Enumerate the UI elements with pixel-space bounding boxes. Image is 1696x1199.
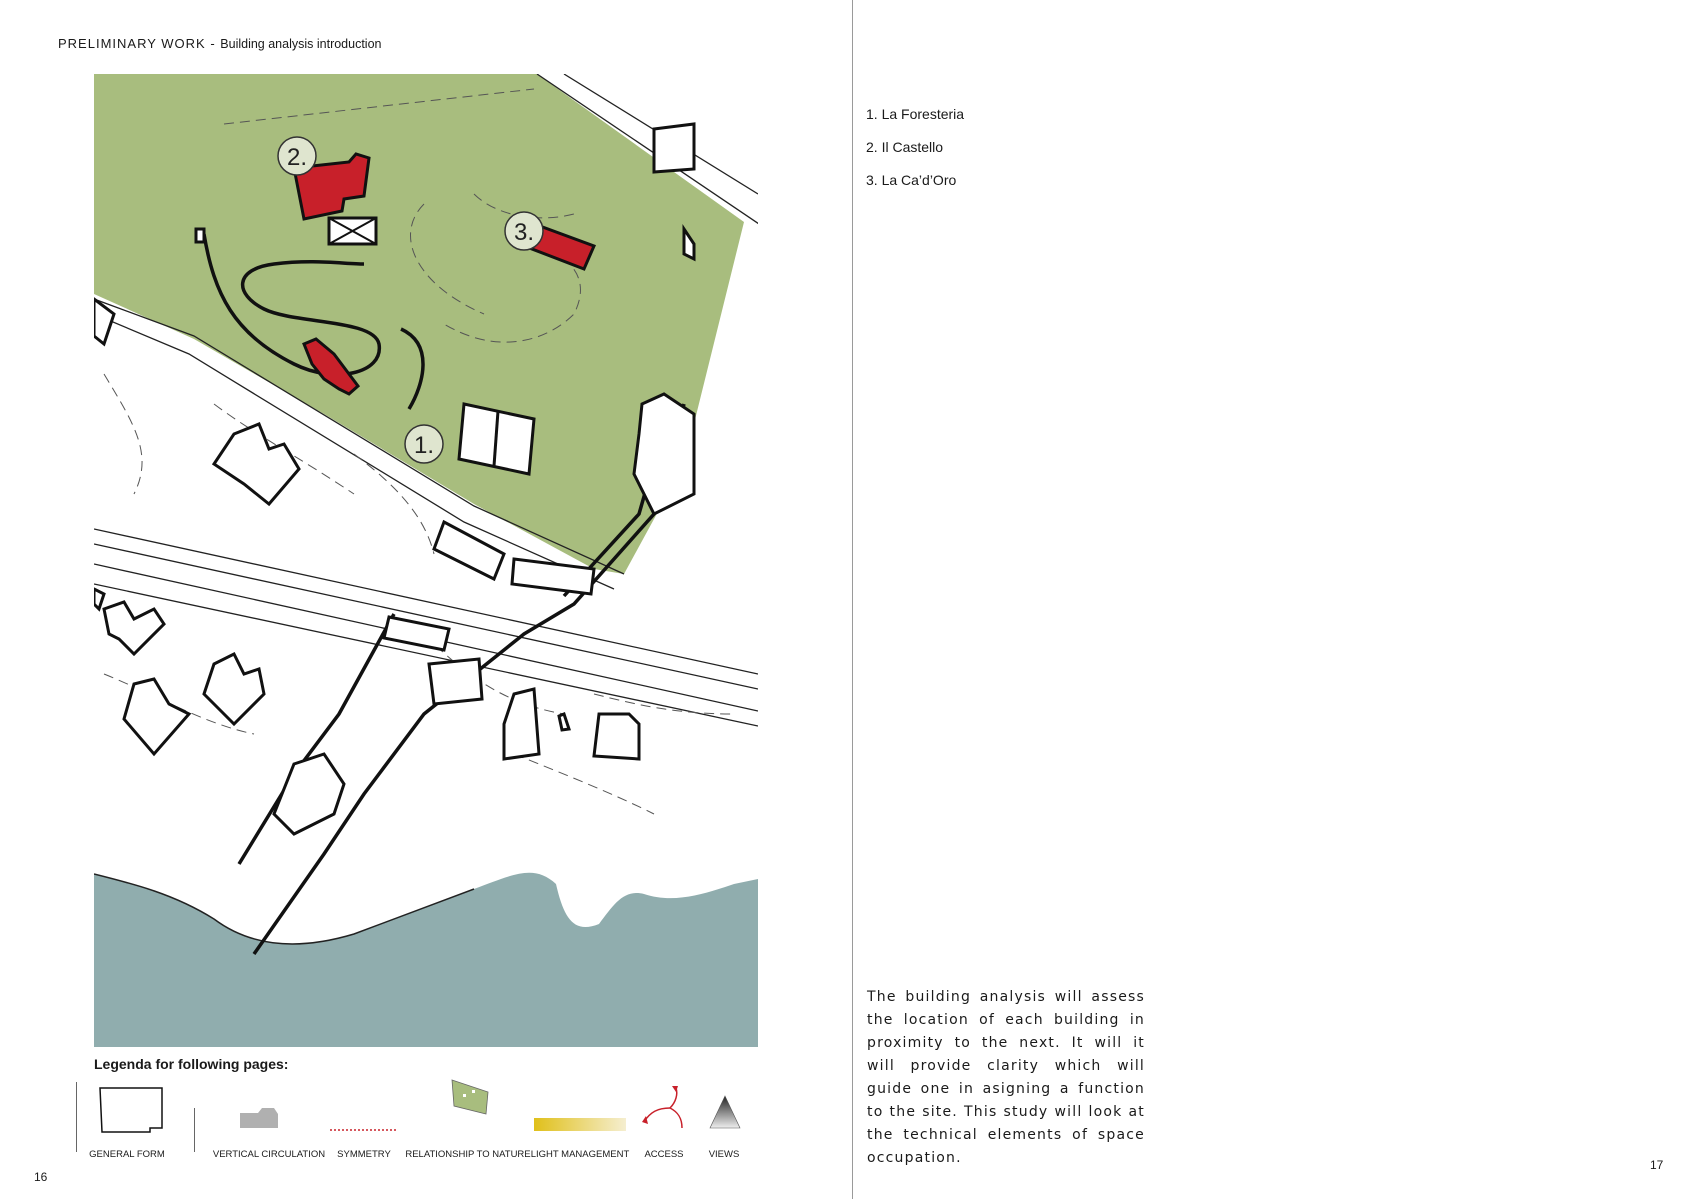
building-outline bbox=[504, 689, 539, 759]
legend-title: Legenda for following pages: bbox=[94, 1056, 289, 1072]
marker-2-label: 2. bbox=[286, 144, 308, 171]
building-list bbox=[866, 106, 964, 205]
building-outline bbox=[204, 654, 264, 724]
lake-water bbox=[94, 873, 758, 1047]
building-outline bbox=[94, 589, 104, 609]
building-list-item: 2. Il Castello bbox=[866, 139, 944, 155]
building-outline bbox=[594, 714, 639, 759]
building-outline bbox=[104, 602, 164, 654]
symmetry-icon bbox=[324, 1078, 404, 1134]
building-outline bbox=[214, 424, 299, 504]
legend-views: VIEWS bbox=[696, 1078, 752, 1162]
building-outline bbox=[429, 659, 482, 704]
legend-access: ACCESS bbox=[634, 1078, 694, 1162]
light-management-icon bbox=[530, 1078, 630, 1134]
building-outline bbox=[654, 124, 694, 172]
marker-3-label: 3. bbox=[513, 219, 535, 246]
legend-symmetry: SYMMETRY bbox=[324, 1078, 404, 1162]
access-icon bbox=[634, 1078, 694, 1134]
section-title: PRELIMINARY WORK bbox=[58, 36, 206, 51]
building-outline bbox=[384, 617, 449, 650]
vertical-circulation-icon bbox=[210, 1078, 328, 1134]
legend-vertical-circulation: VERTICAL CIRCULATION bbox=[210, 1078, 328, 1162]
legend bbox=[76, 1078, 766, 1162]
general-form-icon bbox=[82, 1078, 172, 1134]
marker-1-label: 1. bbox=[413, 432, 435, 459]
building-list-item: 3. La Ca’d’Oro bbox=[866, 172, 957, 188]
page-number-right: 17 bbox=[1650, 1158, 1664, 1172]
header-separator: - bbox=[205, 36, 221, 51]
views-icon bbox=[696, 1078, 752, 1134]
legend-general-form: GENERAL FORM bbox=[82, 1078, 172, 1162]
building-outline bbox=[274, 754, 344, 834]
legend-nature: RELATIONSHIP TO NATURE bbox=[404, 1078, 532, 1162]
building-outline bbox=[196, 229, 204, 242]
building-outline bbox=[559, 714, 569, 730]
analysis-description: The building analysis will assess the location of each building in proximity to the next. It will it will provide clarity which will guide one in asigning a function to the site. This study will look at the technical elements of space occupation. bbox=[867, 989, 1145, 1166]
building-outline bbox=[434, 522, 504, 579]
nature-icon bbox=[404, 1078, 532, 1134]
page-header bbox=[58, 36, 382, 51]
building-outline bbox=[512, 559, 594, 594]
section-subtitle: Building analysis introduction bbox=[220, 37, 382, 51]
site-plan-map bbox=[94, 74, 758, 1047]
building-list-item: 1. La Foresteria bbox=[866, 106, 965, 122]
legend-light-management: LIGHT MANAGEMENT bbox=[530, 1078, 630, 1162]
page-number-left: 16 bbox=[34, 1170, 48, 1184]
building-outline bbox=[124, 679, 189, 754]
spread-divider bbox=[852, 0, 853, 1199]
